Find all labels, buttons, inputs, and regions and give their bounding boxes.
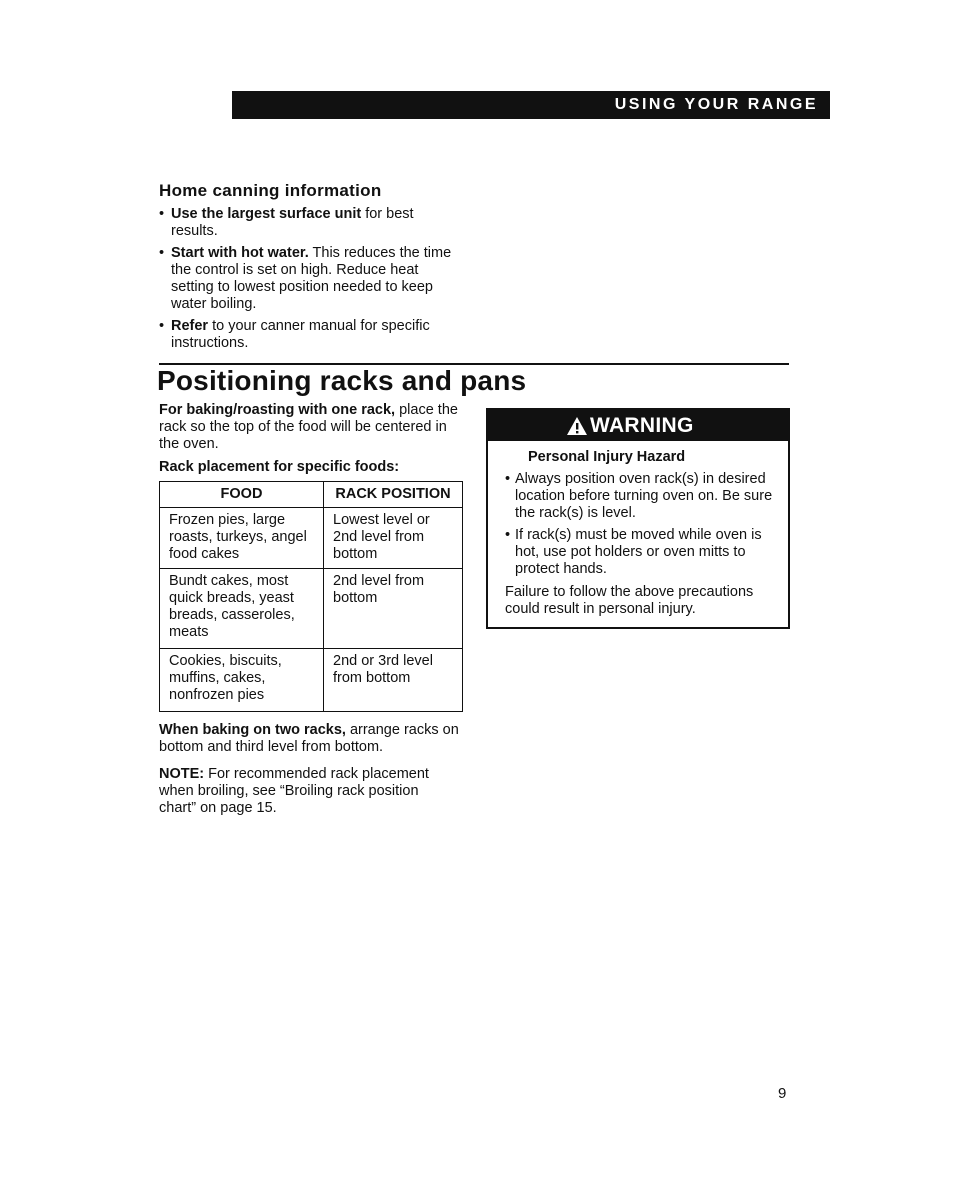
table-row bbox=[160, 508, 463, 569]
list-item bbox=[159, 245, 459, 313]
warning-header bbox=[488, 410, 788, 441]
page-number: 9 bbox=[778, 1085, 787, 1102]
warning-hazard-title: Personal Injury Hazard bbox=[528, 449, 686, 465]
page-title: Positioning racks and pans bbox=[157, 365, 527, 396]
two-racks-paragraph bbox=[159, 722, 459, 756]
warning-triangle-icon bbox=[566, 416, 588, 436]
table-row bbox=[160, 569, 463, 649]
note-paragraph bbox=[159, 766, 454, 817]
warning-bullet-list bbox=[505, 471, 775, 583]
bullet-bold: Start with hot water. bbox=[171, 245, 309, 261]
bullet-bold: Use the largest surface unit bbox=[171, 206, 362, 222]
one-rack-text: place the rack so the top of the food will be centered in the oven. bbox=[159, 402, 458, 452]
note-text: For recommended rack placement when broiling, see “Broiling rack position chart” on page 15. bbox=[159, 766, 429, 816]
bullet-text: for best results. bbox=[171, 206, 414, 239]
food-cell: Cookies, biscuits, muffins, cakes, nonfrozen pies bbox=[160, 649, 324, 712]
bullet-text: This reduces the time the control is set on high. Reduce heat setting to lowest position needed to keep water boiling. bbox=[171, 245, 452, 312]
rack-position-cell: Lowest level or 2nd level from bottom bbox=[324, 508, 463, 569]
two-racks-text: arrange racks on bottom and third level from bottom. bbox=[159, 722, 459, 755]
rack-position-cell: 2nd or 3rd level from bottom bbox=[324, 649, 463, 712]
column-header-rack-position: RACK POSITION bbox=[324, 482, 463, 508]
warning-label: WARNING bbox=[590, 413, 694, 437]
two-racks-bold: When baking on two racks, bbox=[159, 722, 346, 738]
food-cell: Frozen pies, large roasts, turkeys, angel food cakes bbox=[160, 508, 324, 569]
table-caption: Rack placement for specific foods: bbox=[159, 459, 400, 475]
note-bold: NOTE: bbox=[159, 766, 205, 782]
canning-heading: Home canning information bbox=[159, 181, 382, 200]
list-item: • Always position oven rack(s) in desired location before turning oven on. Be sure the rack(s) is level. bbox=[505, 471, 775, 522]
bullet-text: to your canner manual for specific instructions. bbox=[171, 318, 430, 351]
food-cell: Bundt cakes, most quick breads, yeast breads, casseroles, meats bbox=[160, 569, 324, 649]
bullet-bold: Refer bbox=[171, 318, 209, 334]
table-row bbox=[160, 649, 463, 712]
list-item bbox=[159, 206, 459, 240]
warning-box bbox=[486, 408, 790, 629]
list-item: • If rack(s) must be moved while oven is hot, use pot holders or oven mitts to protect hands. bbox=[505, 527, 775, 578]
list-item bbox=[159, 318, 459, 352]
canning-bullet-list bbox=[159, 206, 459, 357]
warning-footer: Failure to follow the above precautions could result in personal injury. bbox=[505, 584, 754, 617]
column-header-food: FOOD bbox=[160, 482, 324, 508]
rack-position-cell: 2nd level from bottom bbox=[324, 569, 463, 649]
section-header-title: USING YOUR RANGE bbox=[614, 96, 818, 113]
one-rack-bold: For baking/roasting with one rack, bbox=[159, 402, 396, 418]
section-header-bar bbox=[232, 91, 830, 119]
rack-placement-table bbox=[159, 481, 463, 712]
one-rack-paragraph bbox=[159, 402, 459, 453]
table-header-row bbox=[160, 482, 463, 508]
